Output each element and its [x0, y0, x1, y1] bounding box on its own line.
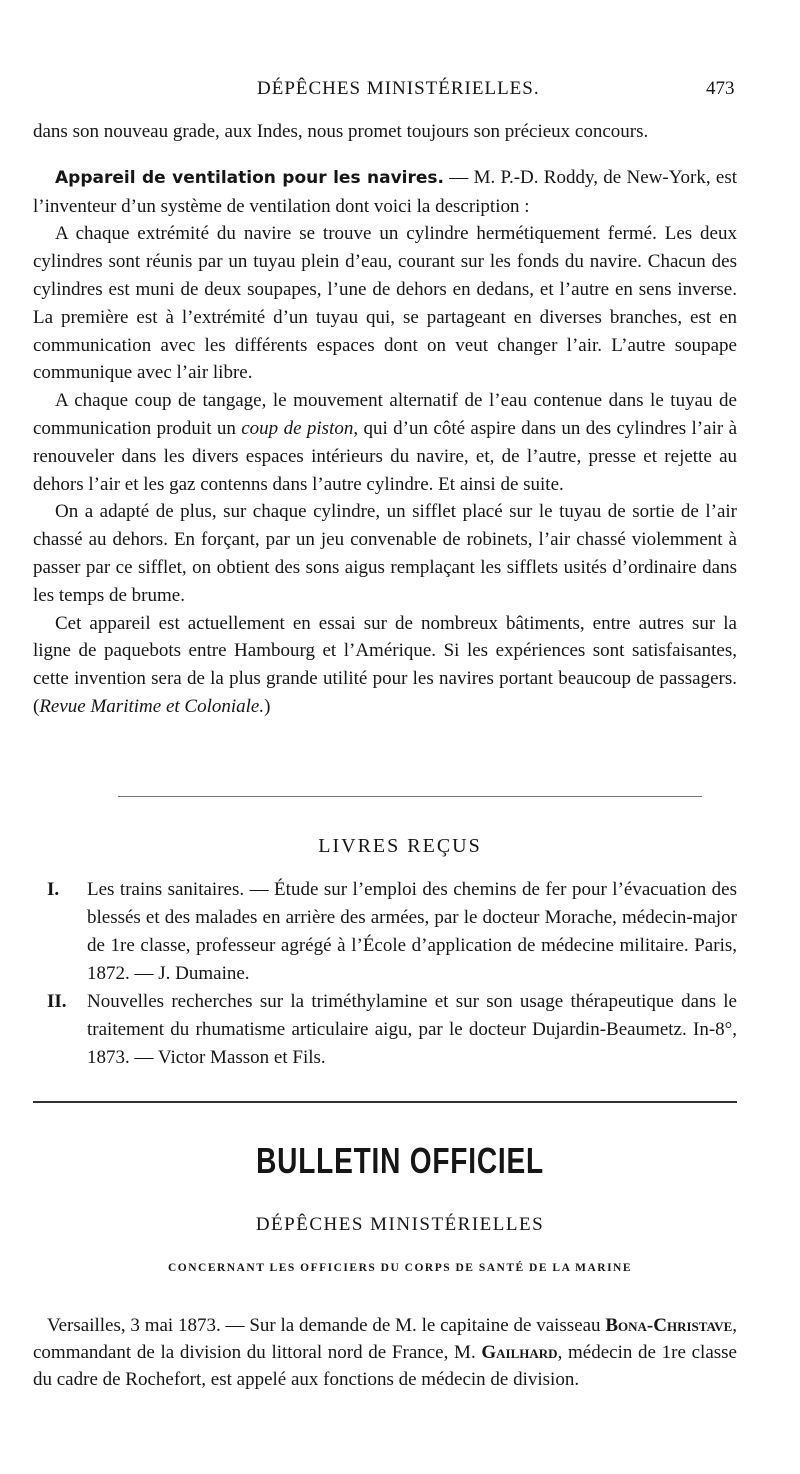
source-citation: Revue Maritime et Coloniale. — [39, 695, 265, 717]
decree-text-c: , médecin de 1re classe du cadre de Rochefort, est appelé aux fonctions de médecin de division. — [33, 1342, 737, 1390]
officer-name-gailhard: Gailhard — [481, 1342, 558, 1363]
paragraph-4-close: ) — [264, 695, 271, 717]
book-number: I. — [47, 879, 60, 900]
book-description: Nouvelles recherches sur la triméthylamine et sur son usage thérapeutique dans le traitement du rhumatisme articulaire aigu, par le docteur Dujardin-Beaumetz. In-8°, 1873. — Victor Masson et Fils. — [87, 991, 737, 1068]
running-title: DÉPÊCHES MINISTÉRIELLES. — [257, 78, 540, 99]
livres-recus-heading: LIVRES REÇUS — [318, 835, 482, 857]
bulletin-officiel-heading: BULLETIN OFFICIEL — [256, 1140, 544, 1181]
concernant-subheading: CONCERNANT LES OFFICIERS DU CORPS DE SANTÉ DE LA MARINE — [167, 1262, 633, 1274]
article-intro-paragraph — [33, 164, 737, 221]
coup-de-piston-italic: coup de piston — [241, 417, 354, 439]
book-item — [33, 988, 737, 1072]
continuation-paragraph: dans son nouveau grade, aux Indes, nous promet toujours son précieux concours. — [33, 121, 649, 142]
paragraph-2-text-a: A chaque coup de tangage, le mouvement alternatif de l’eau contenue dans le tuyau de communication produit un — [33, 390, 737, 439]
books-list — [33, 876, 737, 1072]
running-head — [0, 78, 800, 104]
paragraph-2-text-b: , qui d’un côté aspire dans un des cylindres l’air à renouveler dans les divers espaces intérieurs du navire, et, de l’autre, presse et rejette au dehors l’air et les gaz contenns dans l’autre cylindre. Et ainsi de suite. — [33, 417, 737, 495]
article-body — [33, 118, 737, 721]
bulletin-divider — [33, 1101, 737, 1103]
article-paragraph-3: On a adapté de plus, sur chaque cylindre, un sifflet placé sur le tuyau de sortie de l’air chassé au dehors. En forçant, par un jeu convenable de robinets, l’air chassé violemment à passer par ce sifflet, on obtient des sons aigus remplaçant les sifflets usités d’ordinaire dans les temps de brume. — [33, 501, 737, 606]
paragraph-4-text: Cet appareil est actuellement en essai sur de nombreux bâtiments, entre autres sur la ligne de paquebots entre Hambourg et l’Amérique. Si les expériences sont satisfaisantes, cette invention sera de la plus grande utilité pour les navires portant beaucoup de passagers. ( — [33, 612, 737, 717]
depeches-ministerielles-heading: DÉPÊCHES MINISTÉRIELLES — [255, 1214, 545, 1235]
section-divider — [118, 796, 702, 797]
book-number: II. — [47, 991, 67, 1012]
article-paragraph-4 — [33, 610, 737, 721]
book-description: Les trains sanitaires. — Étude sur l’emploi des chemins de fer pour l’évacuation des blessés et des malades en arrière des armées, par le docteur Morache, médecin-major de 1re classe, professeur agrégé à l’École d’application de médecine militaire. Paris, 1872. — J. Dumaine. — [87, 879, 737, 984]
article-title: Appareil de ventilation pour les navires. — [55, 167, 444, 188]
decree-text-a: Versailles, 3 mai 1873. — Sur la demande de M. le capitaine de vaisseau — [47, 1315, 606, 1336]
page-number: 473 — [706, 78, 735, 99]
officer-name-bona-christave: Bona-Christave — [605, 1315, 733, 1336]
decree-paragraph — [33, 1312, 737, 1393]
book-item — [33, 876, 737, 988]
article-paragraph-2 — [33, 387, 737, 498]
article-intro: — M. P.-D. Roddy, de New-York, est l’inventeur d’un système de ventilation dont voici la description : — [33, 166, 737, 217]
article-paragraph-1: A chaque extrémité du navire se trouve un cylindre hermétiquement fermé. Les deux cylindres sont réunis par un tuyau plein d’eau, courant sur les fonds du navire. Chacun des cylindres est muni de deux soupapes, l’une de dehors en dedans, et l’autre en sens inverse. La première est à l’extrémité d’un tuyau qui, se partageant en diverses branches, est en communication avec les différents espaces dont on veut changer l’air. L’autre soupape communique avec l’air libre. — [33, 223, 737, 384]
decree-text-b: , commandant de la division du littoral nord de France, M. — [33, 1315, 737, 1363]
